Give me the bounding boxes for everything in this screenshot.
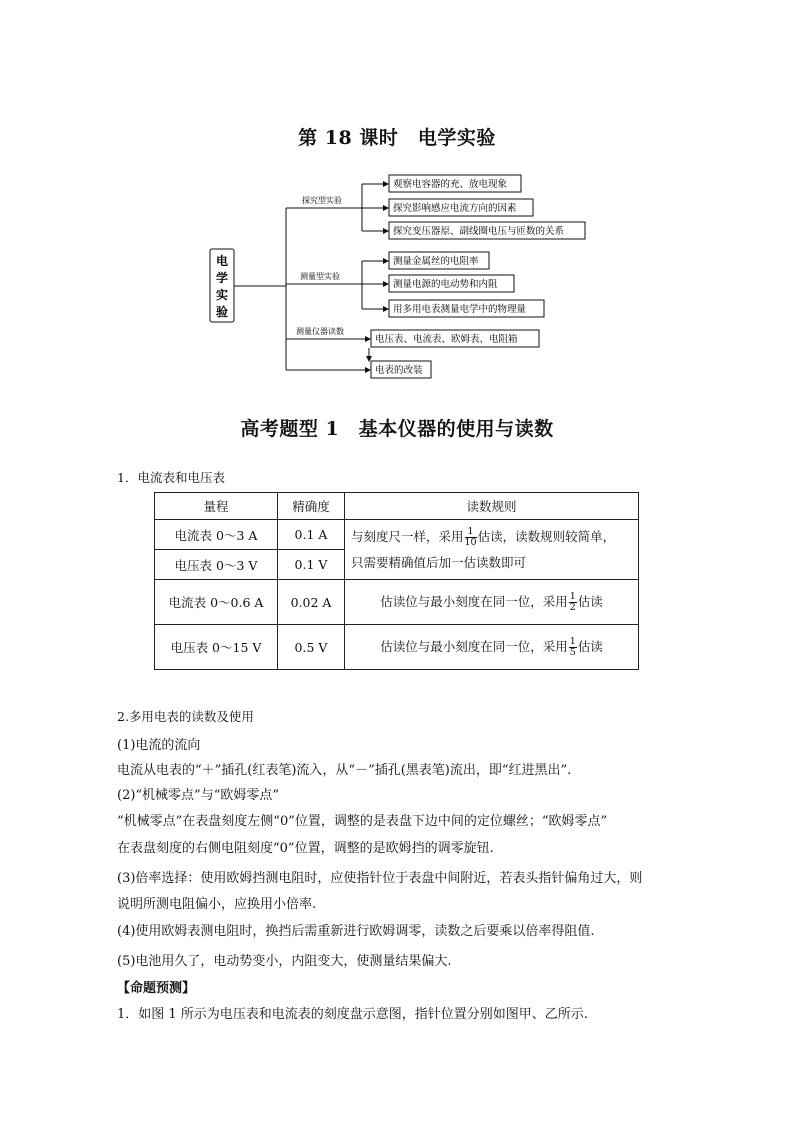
mindmap-leaf: 测量电源的电动势和内阻	[393, 279, 498, 290]
body-line: 在表盘刻度的右侧电阻刻度“0”位置，调整的是欧姆挡的调零旋钮.	[117, 841, 494, 856]
body-line: (2)“机械零点”与“欧姆零点”	[117, 788, 279, 803]
table-cell-rule	[345, 625, 639, 670]
rule-text: 与刻度尺一样，采用	[351, 528, 464, 544]
table-header: 量程	[155, 493, 278, 520]
mindmap-root-char: 实	[215, 288, 229, 302]
mindmap-category-label: 测量仪器读数	[296, 327, 344, 336]
table-cell: 0.5 V	[278, 625, 345, 670]
table-cell: 电压表 0～15 V	[155, 625, 278, 670]
mindmap-root-char: 学	[215, 271, 229, 285]
rule-text: 估读位与最小刻度在同一位，采用	[380, 638, 568, 654]
meter-table	[154, 492, 639, 670]
table-row	[155, 625, 639, 670]
table-header: 精确度	[278, 493, 345, 520]
fraction: $\frac{1}{10}$	[464, 525, 477, 548]
body-line: (3)倍率选择：使用欧姆挡测电阻时，应使指针位于表盘中间附近，若表头指针偏角过大，则	[117, 871, 643, 886]
table-row	[155, 520, 639, 550]
question-line: 1．如图 1 所示为电压表和电流表的刻度盘示意图，指针位置分别如图甲、乙所示.	[117, 1007, 588, 1022]
body-line: (4)使用欧姆表测电阻时，换挡后需重新进行欧姆调零，读数之后要乘以倍率得阻值.	[117, 924, 595, 939]
mindmap-leaf: 观察电容器的充、放电现象	[393, 179, 508, 190]
section-heading: 1．电流表和电压表	[117, 470, 225, 485]
fraction: $\frac{1}{5}$	[569, 635, 576, 658]
table-header: 读数规则	[345, 493, 639, 520]
body-line: 说明所测电阻偏小，应换用小倍率.	[117, 897, 317, 912]
fraction: $\frac{1}{2}$	[569, 590, 576, 613]
mindmap-leaf: 探究变压器原、副线圈电压与匝数的关系	[393, 226, 565, 237]
mindmap-root-char: 验	[215, 305, 229, 319]
mindmap-leaf: 探究影响感应电流方向的因素	[393, 203, 517, 214]
table-row	[155, 580, 639, 625]
rule-text: 估读	[577, 593, 603, 609]
table-header-row	[155, 493, 639, 520]
table-cell: 电压表 0～3 V	[155, 550, 278, 580]
rule-text: 只需要精确值后加一估读数即可	[351, 554, 527, 570]
mindmap-category-label: 探究型实验	[302, 196, 342, 205]
mindmap-leaf: 用多用电表测量电学中的物理量	[393, 304, 527, 315]
body-line: 电流从电表的“＋”插孔(红表笔)流入，从“－”插孔(黑表笔)流出，即“红进黑出”.	[117, 763, 572, 778]
body-line: (1)电流的流向	[117, 738, 201, 753]
mindmap-root-char: 电	[215, 254, 229, 268]
prediction-heading: 【命题预测】	[117, 981, 196, 996]
table-cell: 0.1 A	[278, 520, 345, 550]
rule-text: 估读	[577, 638, 603, 654]
mindmap-category-label: 测量型实验	[300, 272, 340, 281]
table-cell: 电流表 0～0.6 A	[155, 580, 278, 625]
mindmap-leaf: 电压表、电流表、欧姆表、电阻箱	[375, 334, 518, 345]
table-cell: 0.1 V	[278, 550, 345, 580]
mindmap-leaf: 测量金属丝的电阻率	[393, 256, 479, 267]
body-line: (5)电池用久了，电动势变小，内阻变大，使测量结果偏大.	[117, 954, 452, 969]
rule-text: 估读，读数规则较简单，	[477, 528, 616, 544]
section-title: 高考题型 1 基本仪器的使用与读数	[240, 418, 554, 440]
body-line: “机械零点”在表盘刻度左侧“0”位置，调整的是表盘下边中间的定位螺丝；“欧姆零点”	[117, 814, 608, 829]
table-cell-rule	[345, 580, 639, 625]
rule-text: 估读位与最小刻度在同一位，采用	[380, 593, 568, 609]
table-cell: 电流表 0～3 A	[155, 520, 278, 550]
table-cell: 0.02 A	[278, 580, 345, 625]
mindmap-leaf: 电表的改装	[375, 365, 423, 376]
section-heading: 2.多用电表的读数及使用	[117, 709, 254, 724]
page-title: 第 18 课时 电学实验	[298, 127, 496, 149]
table-cell-rule	[345, 520, 639, 580]
